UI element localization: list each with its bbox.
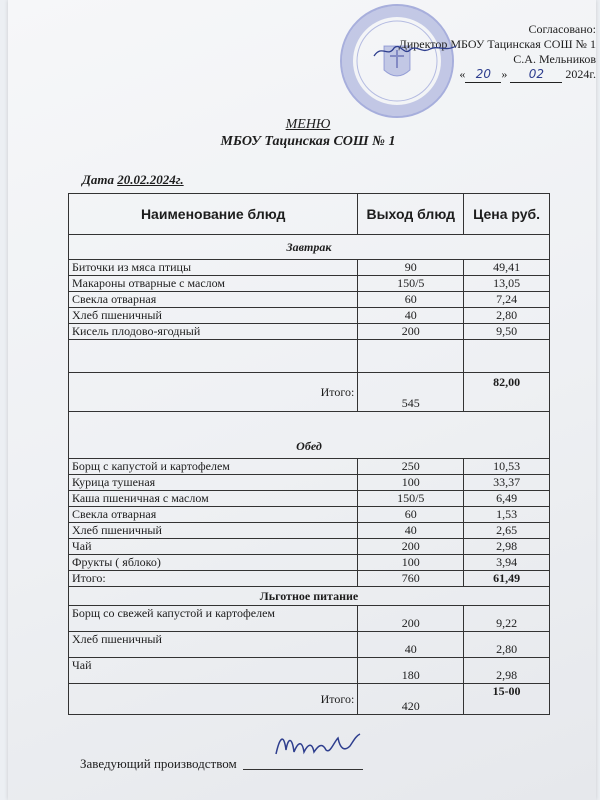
dish-name: Хлеб пшеничный (69, 523, 358, 539)
total-row-benefit (69, 684, 550, 715)
approval-year: 2024г. (565, 67, 596, 81)
blank-row (69, 340, 550, 373)
school-name: МБОУ Тацинская СОШ № 1 (220, 134, 396, 149)
dish-price: 2,98 (464, 658, 550, 684)
approval-day: 20 (465, 67, 501, 83)
approval-month: 02 (510, 67, 562, 83)
dish-name: Свекла отварная (69, 507, 358, 523)
table-row (69, 276, 550, 292)
dish-price: 10,53 (464, 459, 550, 475)
dish-yield: 60 (358, 292, 464, 308)
table-row (69, 632, 550, 658)
table-row (69, 308, 550, 324)
dish-yield: 250 (358, 459, 464, 475)
dish-yield: 150/5 (358, 491, 464, 507)
dish-yield: 60 (358, 507, 464, 523)
table-row (69, 606, 550, 632)
dish-name: Хлеб пшеничный (69, 308, 358, 324)
section-title: Льготное питание (69, 587, 550, 606)
dish-price: 2,80 (464, 308, 550, 324)
total-price: 82,00 (464, 373, 550, 412)
dish-name: Макароны отварные с маслом (69, 276, 358, 292)
table-row (69, 523, 550, 539)
director-signature (370, 40, 460, 62)
header-price: Цена руб. (464, 194, 550, 235)
header-yield: Выход блюд (358, 194, 464, 235)
approval-name: С.А. Мельников (513, 52, 596, 66)
header-dish-name: Наименование блюд (69, 194, 358, 235)
menu-document (8, 0, 596, 800)
dish-yield: 150/5 (358, 276, 464, 292)
dish-price: 2,80 (464, 632, 550, 658)
section-lunch (69, 412, 550, 459)
dish-price: 7,24 (464, 292, 550, 308)
dish-name: Курица тушеная (69, 475, 358, 491)
dish-name: Каша пшеничная с маслом (69, 491, 358, 507)
date-label: Дата (82, 172, 114, 187)
footer-label: Заведующий производством (80, 756, 237, 771)
dish-yield: 100 (358, 555, 464, 571)
dish-yield: 90 (358, 260, 464, 276)
total-yield: 760 (358, 571, 464, 587)
dish-name: Чай (69, 539, 358, 555)
total-row-breakfast (69, 373, 550, 412)
menu-date (82, 172, 184, 188)
section-breakfast (69, 235, 550, 260)
dish-price: 13,05 (464, 276, 550, 292)
dish-name: Свекла отварная (69, 292, 358, 308)
total-yield: 420 (358, 684, 464, 715)
dish-yield: 40 (358, 523, 464, 539)
section-title: Обед (69, 412, 550, 459)
dish-price: 1,53 (464, 507, 550, 523)
dish-name: Чай (69, 658, 358, 684)
table-row (69, 507, 550, 523)
total-label: Итого: (69, 684, 358, 715)
total-price: 61,49 (464, 571, 550, 587)
dish-price: 3,94 (464, 555, 550, 571)
dish-price: 33,37 (464, 475, 550, 491)
dish-yield: 200 (358, 324, 464, 340)
date-value: 20.02.2024г. (117, 172, 184, 187)
dish-price: 9,50 (464, 324, 550, 340)
total-yield: 545 (358, 373, 464, 412)
total-label: Итого: (69, 373, 358, 412)
dish-name: Хлеб пшеничный (69, 632, 358, 658)
dish-yield: 40 (358, 632, 464, 658)
dish-name: Фрукты ( яблоко) (69, 555, 358, 571)
dish-price: 2,65 (464, 523, 550, 539)
table-row (69, 475, 550, 491)
dish-price: 2,98 (464, 539, 550, 555)
dish-name: Борщ с капустой и картофелем (69, 459, 358, 475)
section-benefit-meals (69, 587, 550, 606)
approval-position: Директор МБОУ Тацинская СОШ № 1 (398, 37, 596, 51)
dish-yield: 40 (358, 308, 464, 324)
dish-price: 9,22 (464, 606, 550, 632)
table-row (69, 324, 550, 340)
table-row (69, 539, 550, 555)
total-price: 15-00 (464, 684, 550, 715)
dish-yield: 200 (358, 606, 464, 632)
table-row (69, 555, 550, 571)
dish-name: Кисель плодово-ягодный (69, 324, 358, 340)
dish-yield: 100 (358, 475, 464, 491)
document-title (8, 116, 600, 150)
dish-name: Борщ со свежей капустой и картофелем (69, 606, 358, 632)
table-row (69, 292, 550, 308)
approval-date: « 20 » 02 2024г. (459, 67, 596, 81)
signature-underline (243, 769, 363, 770)
dish-name: Биточки из мяса птицы (69, 260, 358, 276)
total-row-lunch (69, 571, 550, 587)
dish-yield: 180 (358, 658, 464, 684)
table-header-row (69, 194, 550, 235)
table-row (69, 491, 550, 507)
menu-table (68, 193, 550, 715)
approval-heading: Согласовано: (528, 22, 596, 36)
dish-yield: 200 (358, 539, 464, 555)
dish-price: 49,41 (464, 260, 550, 276)
manager-signature (270, 728, 370, 764)
dish-price: 6,49 (464, 491, 550, 507)
section-title: Завтрак (69, 235, 550, 260)
table-row (69, 658, 550, 684)
table-row (69, 459, 550, 475)
menu-title: МЕНЮ (285, 117, 331, 132)
total-label: Итого: (69, 571, 358, 587)
table-row (69, 260, 550, 276)
